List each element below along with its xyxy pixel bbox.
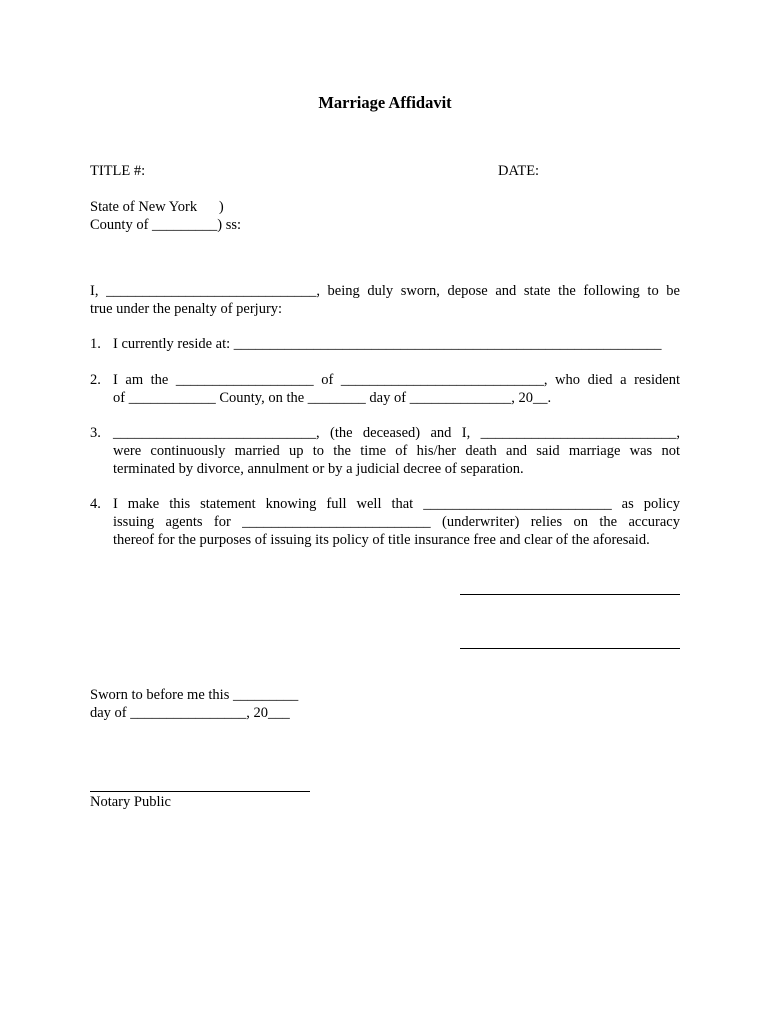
affiant-signature-line-1 (460, 594, 680, 595)
intro-line-2: true under the penalty of perjury: (90, 301, 283, 317)
intro-line-1: I, _____________________________, being duly sworn, depose and state the following to be (90, 283, 680, 299)
item-3-line-3: terminated by divorce, annulment or by a judicial decree of separation. (113, 461, 524, 477)
item-number-2: 2. (90, 372, 101, 388)
jurat-line-2: day of ________________, 20___ (90, 705, 290, 721)
affiant-signature-line-2 (460, 648, 680, 649)
jurat-line-1: Sworn to before me this _________ (90, 687, 299, 703)
item-3-line-1: ____________________________, (the deceased) and I, ___________________________, (113, 425, 680, 441)
notary-public-label: Notary Public (90, 794, 171, 810)
venue-state-line: State of New York ) (90, 199, 224, 215)
title-number-label: TITLE #: (90, 163, 146, 179)
item-4-line-3: thereof for the purposes of issuing its policy of title insurance free and clear of the aforesaid. (113, 532, 650, 548)
item-number-1: 1. (90, 336, 101, 352)
item-4-line-2: issuing agents for __________________________ (underwriter) relies on the accuracy (113, 514, 680, 530)
item-4-line-1: I make this statement knowing full well that __________________________ as policy (113, 496, 680, 512)
venue-county-line: County of _________) ss: (90, 217, 242, 233)
item-number-4: 4. (90, 496, 101, 512)
item-1-line-1: I currently reside at: ___________________________________________________________ (113, 336, 662, 352)
notary-signature-line (90, 791, 310, 792)
item-2-line-2: of ____________ County, on the ________ day of ______________, 20__. (113, 390, 552, 406)
item-number-3: 3. (90, 425, 101, 441)
item-2-line-1: I am the ___________________ of ____________________________, who died a resident (113, 372, 680, 388)
item-3-line-2: were continuously married up to the time of his/her death and said marriage was not (113, 443, 680, 459)
document-title: Marriage Affidavit (318, 93, 452, 112)
date-label: DATE: (498, 163, 540, 179)
